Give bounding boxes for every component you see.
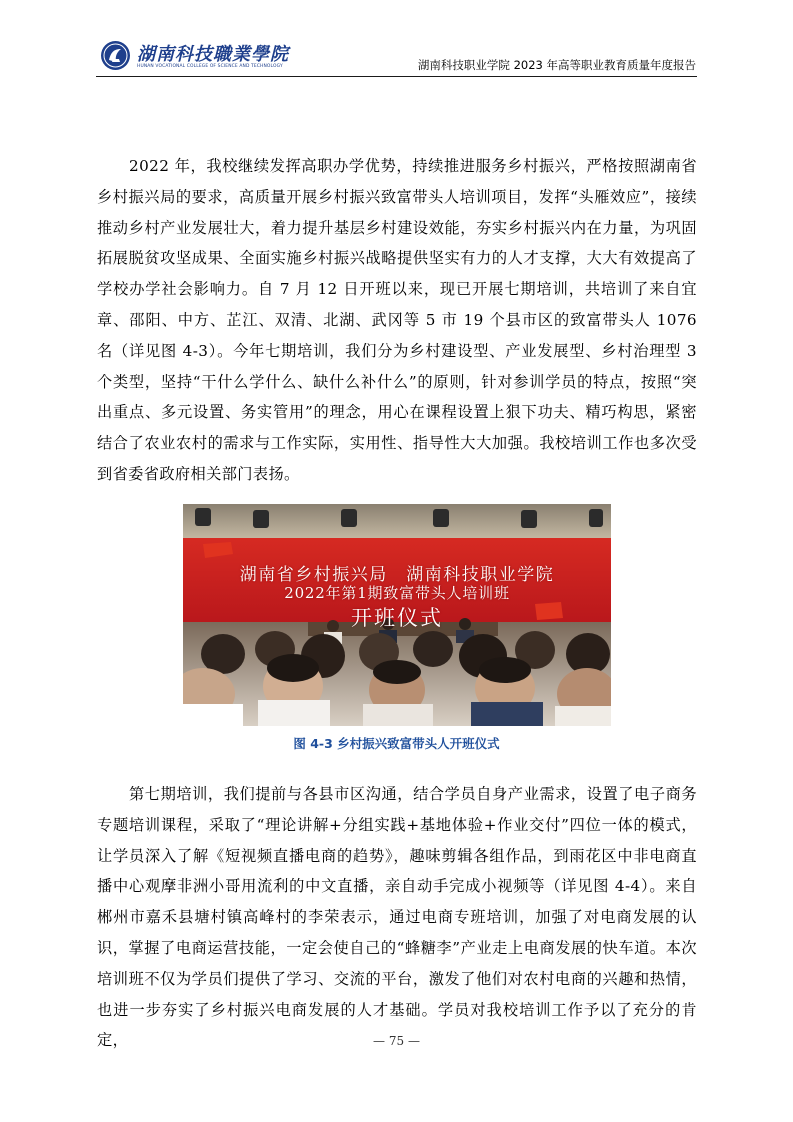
report-title: 湖南科技职业学院 2023 年高等职业教育质量年度报告 [417, 58, 696, 72]
opening-ceremony-photo [183, 504, 611, 726]
figure-caption: 图 4-3 乡村振兴致富带头人开班仪式 [293, 736, 500, 751]
page-number: — 75 — [373, 1034, 420, 1048]
college-seal-icon [100, 40, 131, 71]
body-paragraph-2: 第七期培训，我们提前与各县市区沟通，结合学员自身产业需求，设置了电子商务专题培训课程，采取了“理论讲解+分组实践+基地体验+作业交付”四位一体的模式，让学员深入了解《短视频直播电商的趋势》，趣味剪辑各组作品，到雨花区中非电商直播中心观摩非洲小哥用流利的中文直播，亲自动手完成小视频等（详见图 4-4）。来自郴州市嘉禾县塘村镇高峰村的李荣表示，通过电商专班培训，加强了对电商发展的认识，掌握了电商运营技能，一定会使自己的“蜂糖李”产业走上电商发展的快车道。本次培训班不仅为学员们提供了学习、交流的平台，激发了他们对农村电商的兴趣和热情，也进一步夯实了乡村振兴电商发展的人才基础。学员对我校培训工作予以了充分的肯定， [97, 785, 697, 1050]
header-divider [96, 76, 697, 77]
college-logo-calligraphy [137, 42, 292, 64]
body-paragraph-1: 2022 年，我校继续发挥高职办学优势，持续推进服务乡村振兴，严格按照湖南省乡村振兴局的要求，高质量开展乡村振兴致富带头人培训项目，发挥“头雁效应”，接续推动乡村产业发展壮大，着力提升基层乡村建设效能，夯实乡村振兴内在力量，为巩固拓展脱贫攻坚成果、全面实施乡村振兴战略提供坚实有力的人才支撑，大大有效提高了学校办学社会影响力。自 7 月 12 日开班以来，现已开展七期培训，共培训了来自宜章、邵阳、中方、芷江、双清、北湖、武冈等 5 市 19 个县市区的致富带头人 1076 名（详见图 4-3）。今年七期培训，我们分为乡村建设型、产业发展型、乡村治理型 3 个类型，坚持“干什么学什么、缺什么补什么”的原则，针对参训学员的特点，按照“突出重点、多元设置、务实管用”的理念，用心在课程设置上狠下功夫、精巧构思，紧密结合了农业农村的需求与工作实际，实用性、指导性大大加强。我校培训工作也多次受到省委省政府相关部门表扬。 [97, 157, 697, 483]
college-logo-subtitle: HUNAN VOCATIONAL COLLEGE OF SCIENCE AND TECHNOLOGY [137, 64, 283, 69]
page-header [0, 0, 793, 80]
svg-text:湖南科技職業學院: 湖南科技職業學院 [137, 44, 289, 64]
banner-organizers: 湖南省乡村振兴局 湖南科技职业学院 [239, 565, 555, 585]
banner-ceremony-title: 开班仪式 [351, 606, 443, 630]
banner-program-title: 2022年第1期致富带头人培训班 [284, 584, 510, 602]
